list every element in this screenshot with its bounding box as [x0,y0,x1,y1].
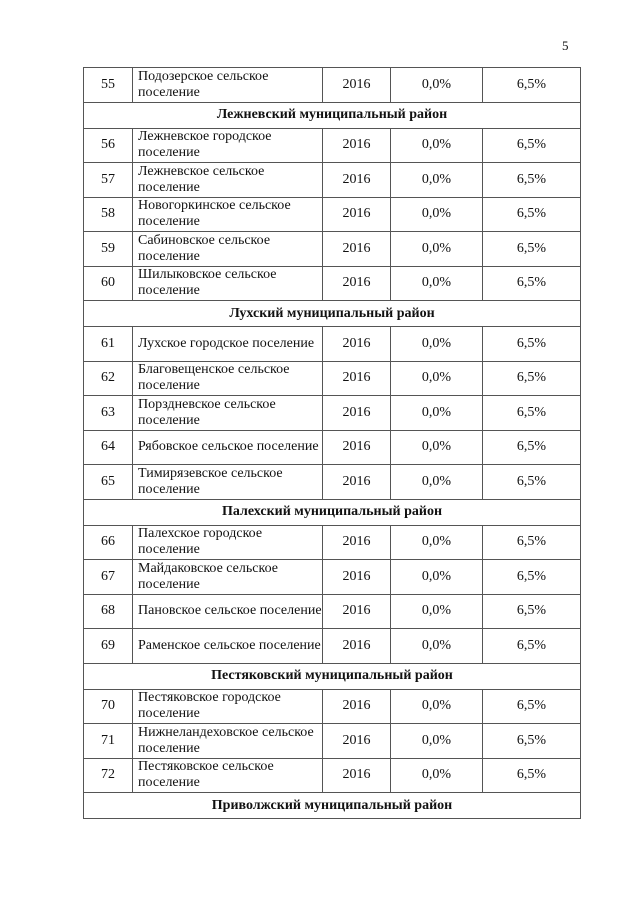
row-number-cell: 59 [84,232,133,267]
row-number-cell: 66 [84,525,133,560]
year-cell: 2016 [323,689,391,724]
year-cell: 2016 [323,465,391,500]
row-number-cell: 70 [84,689,133,724]
row-number-cell: 60 [84,266,133,301]
table-row [84,430,581,465]
section-header-row [84,793,581,819]
rate-current-cell: 0,0% [391,430,483,465]
table-row [84,396,581,431]
row-number-cell: 71 [84,724,133,759]
rate-target-cell: 6,5% [483,327,581,362]
section-header-row [84,301,581,327]
row-number-cell: 65 [84,465,133,500]
settlement-name-cell: Лежневское городское поселение [133,128,323,163]
rate-current-cell: 0,0% [391,525,483,560]
rate-target-cell: 6,5% [483,430,581,465]
rate-target-cell: 6,5% [483,724,581,759]
settlement-name-cell: Майдаковское сельское поселение [133,560,323,595]
table-row [84,68,581,103]
rate-target-cell: 6,5% [483,396,581,431]
rate-current-cell: 0,0% [391,629,483,664]
district-title: Пестяковский муниципальный район [84,663,581,689]
row-number-cell: 68 [84,594,133,629]
settlement-name-cell: Нижнеландеховское сельское поселение [133,724,323,759]
rate-target-cell: 6,5% [483,758,581,793]
settlement-name-cell: Лухское городское поселение [133,327,323,362]
rate-target-cell: 6,5% [483,560,581,595]
rate-current-cell: 0,0% [391,689,483,724]
row-number-cell: 61 [84,327,133,362]
year-cell: 2016 [323,594,391,629]
row-number-cell: 72 [84,758,133,793]
table-row [84,724,581,759]
table-row [84,197,581,232]
table-row [84,689,581,724]
year-cell: 2016 [323,163,391,198]
rate-target-cell: 6,5% [483,629,581,664]
table-row [84,163,581,198]
section-header-row [84,102,581,128]
rate-current-cell: 0,0% [391,232,483,267]
table-row [84,266,581,301]
row-number-cell: 62 [84,361,133,396]
rate-current-cell: 0,0% [391,128,483,163]
table-row [84,594,581,629]
rate-current-cell: 0,0% [391,327,483,362]
rate-current-cell: 0,0% [391,465,483,500]
year-cell: 2016 [323,232,391,267]
row-number-cell: 55 [84,68,133,103]
rate-target-cell: 6,5% [483,465,581,500]
section-header-row [84,499,581,525]
settlement-name-cell: Пестяковское городское поселение [133,689,323,724]
rate-target-cell: 6,5% [483,128,581,163]
year-cell: 2016 [323,197,391,232]
year-cell: 2016 [323,327,391,362]
row-number-cell: 56 [84,128,133,163]
table-row [84,465,581,500]
year-cell: 2016 [323,560,391,595]
settlement-name-cell: Сабиновское сельское поселение [133,232,323,267]
rate-current-cell: 0,0% [391,197,483,232]
settlement-name-cell: Пановское сельское поселение [133,594,323,629]
settlement-name-cell: Лежневское сельское поселение [133,163,323,198]
settlement-name-cell: Шилыковское сельское поселение [133,266,323,301]
row-number-cell: 67 [84,560,133,595]
table-row [84,232,581,267]
rate-target-cell: 6,5% [483,232,581,267]
table-row [84,361,581,396]
year-cell: 2016 [323,629,391,664]
table-row [84,525,581,560]
year-cell: 2016 [323,724,391,759]
page-number: 5 [562,38,569,53]
row-number-cell: 57 [84,163,133,198]
year-cell: 2016 [323,128,391,163]
rate-target-cell: 6,5% [483,266,581,301]
year-cell: 2016 [323,525,391,560]
rate-current-cell: 0,0% [391,163,483,198]
table-row [84,758,581,793]
row-number-cell: 63 [84,396,133,431]
district-title: Приволжский муниципальный район [84,793,581,819]
rate-current-cell: 0,0% [391,68,483,103]
settlement-name-cell: Благовещенское сельское поселение [133,361,323,396]
settlement-name-cell: Подозерское сельское поселение [133,68,323,103]
rate-target-cell: 6,5% [483,197,581,232]
rate-target-cell: 6,5% [483,525,581,560]
settlement-name-cell: Раменское сельское поселение [133,629,323,664]
row-number-cell: 64 [84,430,133,465]
table-row [84,560,581,595]
settlement-name-cell: Порздневское сельское поселение [133,396,323,431]
rate-current-cell: 0,0% [391,724,483,759]
rate-current-cell: 0,0% [391,560,483,595]
rate-target-cell: 6,5% [483,594,581,629]
row-number-cell: 58 [84,197,133,232]
settlement-name-cell: Пестяковское сельское поселение [133,758,323,793]
table-row [84,629,581,664]
settlement-name-cell: Тимирязевское сельское поселение [133,465,323,500]
settlement-name-cell: Палехское городское поселение [133,525,323,560]
table-row [84,128,581,163]
settlement-name-cell: Новогоркинское сельское поселение [133,197,323,232]
table-body [84,68,581,819]
year-cell: 2016 [323,266,391,301]
rate-target-cell: 6,5% [483,68,581,103]
row-number-cell: 69 [84,629,133,664]
year-cell: 2016 [323,361,391,396]
rate-target-cell: 6,5% [483,689,581,724]
district-title: Лухский муниципальный район [84,301,581,327]
year-cell: 2016 [323,396,391,431]
year-cell: 2016 [323,68,391,103]
rate-current-cell: 0,0% [391,594,483,629]
rate-current-cell: 0,0% [391,266,483,301]
settlement-name-cell: Рябовское сельское поселение [133,430,323,465]
district-title: Лежневский муниципальный район [84,102,581,128]
rate-current-cell: 0,0% [391,758,483,793]
rates-table [83,67,581,819]
section-header-row [84,663,581,689]
rate-target-cell: 6,5% [483,361,581,396]
table-row [84,327,581,362]
year-cell: 2016 [323,430,391,465]
district-title: Палехский муниципальный район [84,499,581,525]
year-cell: 2016 [323,758,391,793]
rate-current-cell: 0,0% [391,361,483,396]
rate-current-cell: 0,0% [391,396,483,431]
rate-target-cell: 6,5% [483,163,581,198]
